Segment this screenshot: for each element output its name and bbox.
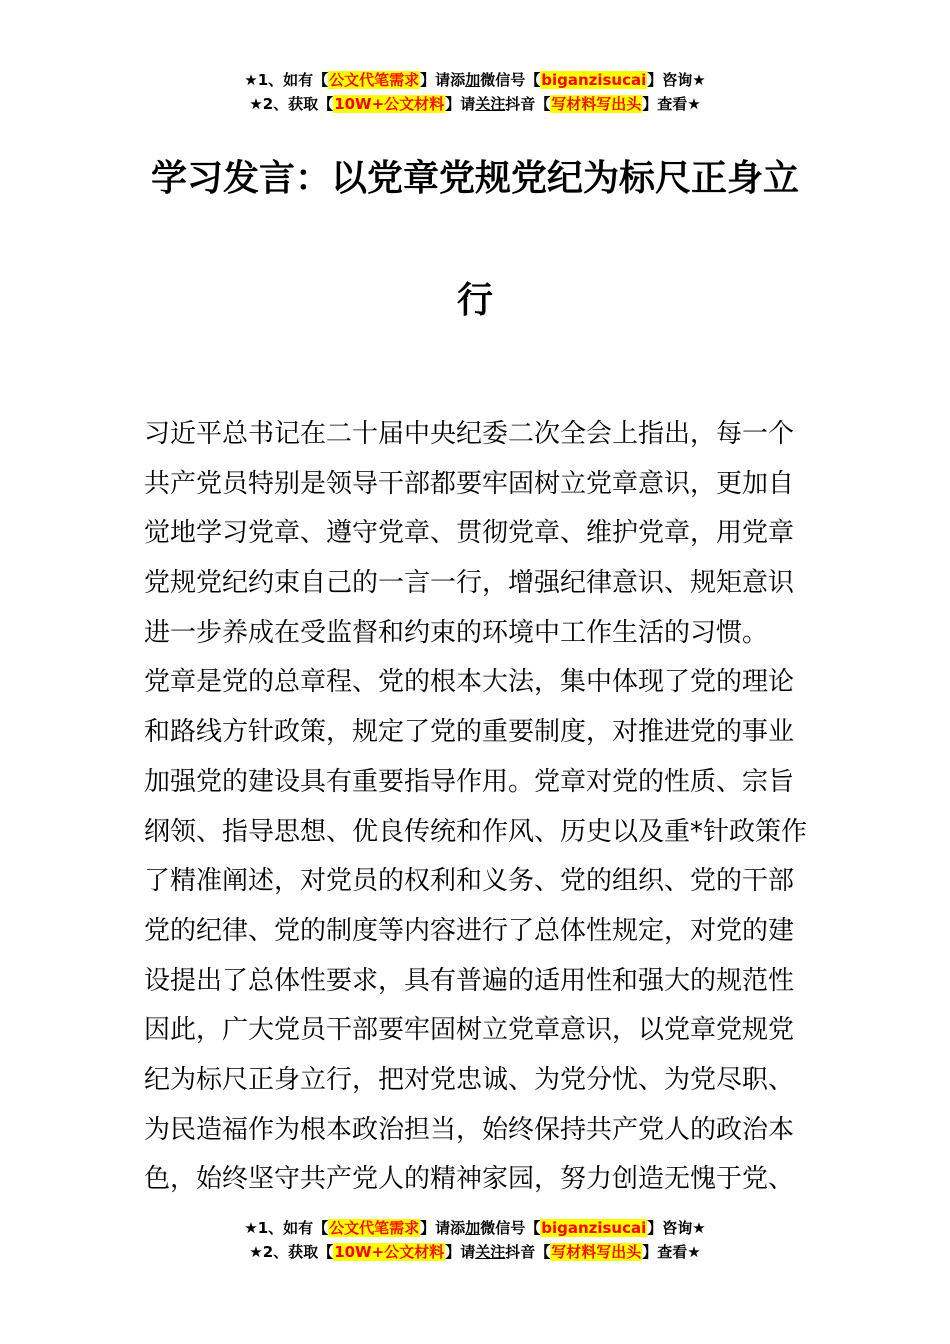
body-line: 为民造福作为根本政治担当，始终保持共产党人的政治本 — [144, 1114, 795, 1145]
promo-banner-bottom — [0, 1216, 950, 1264]
document-title-line-2: 行 — [456, 280, 493, 321]
body-line: 了精准阐述，对党员的权利和义务、党的组织、党的干部 — [144, 866, 795, 897]
promo-banner-top — [0, 68, 950, 116]
body-line: 设提出了总体性要求，具有普遍的适用性和强大的规范性 — [144, 965, 795, 996]
promo-highlight: 10W+公文材料 — [334, 1243, 445, 1261]
body-line: 党的纪律、党的制度等内容进行了总体性规定，对党的建 — [144, 915, 795, 946]
document-body — [144, 410, 816, 1205]
promo-wechat-id: biganzisucai — [541, 71, 647, 89]
promo-highlight: 10W+公文材料 — [334, 95, 445, 113]
promo-line-1: ★1、如有【公文代笔需求】请添加微信号【biganzisucai】咨询★ — [244, 1219, 706, 1237]
body-line: 纲领、指导思想、优良传统和作风、历史以及重*针政策作 — [144, 816, 808, 847]
body-line: 党规党纪约束自己的一言一行，增强纪律意识、规矩意识 — [144, 568, 795, 599]
body-line: 共产党员特别是领导干部都要牢固树立党章意识，更加自 — [144, 468, 795, 499]
body-line: 进一步养成在受监督和约束的环境中工作生活的习惯。 — [144, 617, 769, 648]
promo-douyin-account: 写材料写出头 — [551, 95, 642, 113]
promo-wechat-id: biganzisucai — [541, 1219, 647, 1237]
body-line: 习近平总书记在二十届中央纪委二次全会上指出，每一个 — [144, 419, 795, 449]
promo-highlight: 公文代笔需求 — [329, 71, 420, 89]
body-line: 因此，广大党员干部要牢固树立党章意识，以党章党规党 — [144, 1015, 795, 1046]
promo-line-2: ★2、获取【10W+公文材料】请关注抖音【写材料写出头】查看★ — [249, 95, 701, 113]
body-line: 加强党的建设具有重要指导作用。党章对党的性质、宗旨 — [144, 766, 795, 797]
body-line: 色，始终坚守共产党人的精神家园，努力创造无愧于党、 — [144, 1164, 795, 1195]
promo-douyin-account: 写材料写出头 — [551, 1243, 642, 1261]
promo-line-1: ★1、如有【公文代笔需求】请添加微信号【biganzisucai】咨询★ — [244, 71, 706, 89]
body-line: 和路线方针政策，规定了党的重要制度，对推进党的事业 — [144, 717, 795, 748]
body-line: 觉地学习党章、遵守党章、贯彻党章、维护党章，用党章 — [144, 518, 795, 549]
body-line: 纪为标尺正身立行，把对党忠诚、为党分忧、为党尽职、 — [144, 1064, 795, 1095]
body-line: 党章是党的总章程、党的根本大法，集中体现了党的理论 — [144, 667, 795, 698]
promo-line-2: ★2、获取【10W+公文材料】请关注抖音【写材料写出头】查看★ — [249, 1243, 701, 1261]
document-title-line-1: 学习发言：以党章党规党纪为标尺正身立 — [150, 158, 799, 199]
promo-highlight: 公文代笔需求 — [329, 1219, 420, 1237]
